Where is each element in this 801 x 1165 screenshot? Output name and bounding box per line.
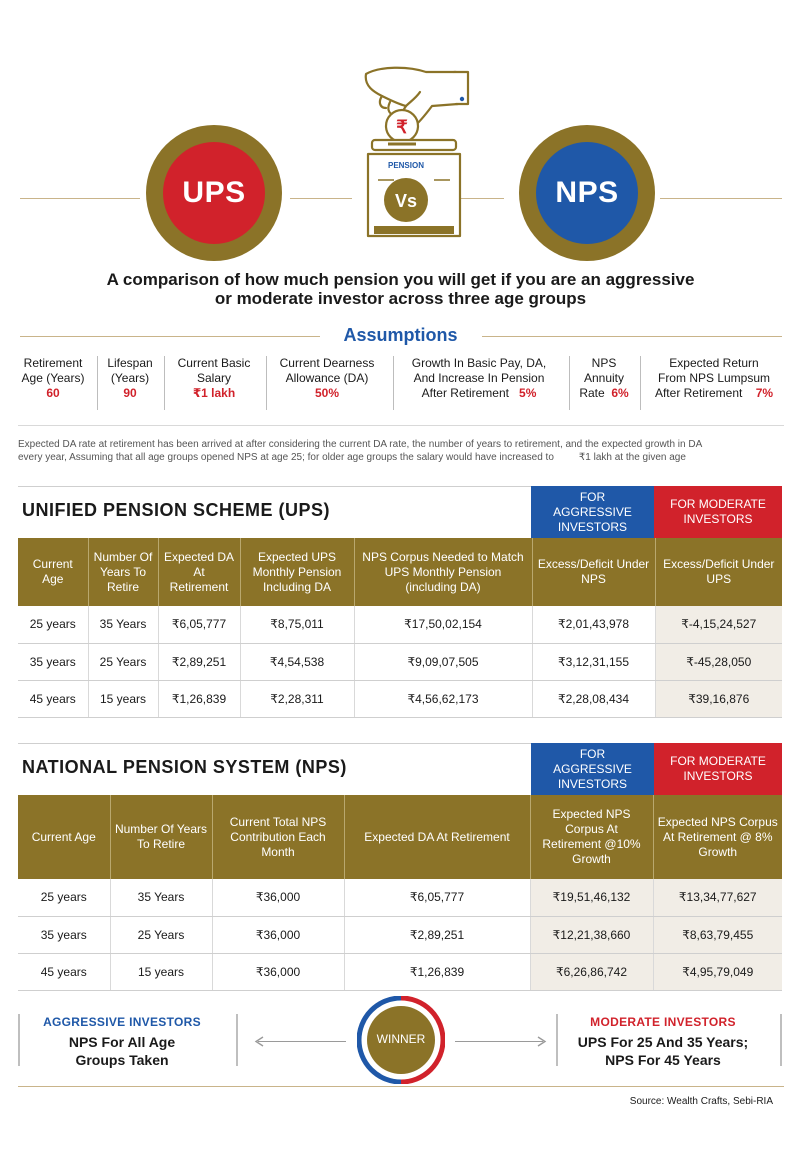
assumption-divider: [97, 356, 98, 410]
nps-badge-label: NPS: [536, 142, 638, 244]
moderate-verdict-text: UPS For 25 And 35 Years; NPS For 45 Years: [577, 1034, 749, 1068]
ups-table: [18, 538, 782, 718]
assumption-lifespan: Lifespan (Years) 90: [107, 356, 153, 400]
table-row: 35 years 25 Years ₹36,000 ₹2,89,251 ₹12,21,38,660 ₹8,63,79,455: [18, 916, 782, 953]
vs-label: Vs: [394, 191, 418, 211]
left-arrow-line: [258, 1041, 346, 1042]
pension-jar-illustration: [350, 62, 480, 242]
ups-col-years-to-retire: Number Of Years To Retire: [88, 538, 158, 606]
aggressive-verdict-heading: AGGRESSIVE INVESTORS: [43, 1015, 201, 1029]
assumptions-heading: Assumptions: [343, 325, 458, 345]
table-row: 35 years 25 Years ₹2,89,251 ₹4,54,538 ₹9,09,07,505 ₹3,12,31,155 ₹-45,28,050: [18, 643, 782, 680]
header-mid-rule-left: [290, 198, 352, 199]
left-arrow-icon: [254, 1036, 264, 1047]
moderate-verdict-heading: MODERATE INVESTORS: [590, 1015, 736, 1029]
ups-col-current-age: Current Age: [18, 538, 88, 606]
assumption-annuity-rate: NPS Annuity Rate 6%: [579, 356, 629, 400]
ups-col-corpus-needed: NPS Corpus Needed to Match UPS Monthly Pension (including DA): [354, 538, 532, 606]
assumption-divider: [569, 356, 570, 410]
nps-col-current-age: Current Age: [18, 795, 110, 879]
assumption-divider: [393, 356, 394, 410]
table-row: 25 years 35 Years ₹36,000 ₹6,05,777 ₹19,51,46,132 ₹13,34,77,627: [18, 879, 782, 916]
ups-header-row: [18, 538, 782, 606]
nps-col-years-to-retire: Number Of Years To Retire: [110, 795, 212, 879]
ups-col-excess-nps: Excess/Deficit Under NPS: [532, 538, 655, 606]
nps-col-corpus-10: Expected NPS Corpus At Retirement @10% Growth: [530, 795, 653, 879]
table-row: 45 years 15 years ₹36,000 ₹1,26,839 ₹6,26,86,742 ₹4,95,79,049: [18, 953, 782, 990]
nps-badge: [519, 125, 655, 261]
table-row: 45 years 15 years ₹1,26,839 ₹2,28,311 ₹4,56,62,173 ₹2,28,08,434 ₹39,16,876: [18, 680, 782, 717]
ups-section-title: UNIFIED PENSION SCHEME (UPS): [22, 500, 331, 520]
nps-header-row: [18, 795, 782, 879]
aggressive-verdict-text: NPS For All Age Groups Taken: [68, 1034, 176, 1068]
header-right-rule: [660, 198, 782, 199]
assumption-lumpsum-return: Expected Return From NPS Lumpsum After Retirement 7%: [654, 356, 774, 400]
nps-col-corpus-8: Expected NPS Corpus At Retirement @ 8% Growth: [653, 795, 782, 879]
ups-tag-aggressive: FOR AGGRESSIVE INVESTORS: [531, 486, 654, 538]
winner-label: WINNER: [376, 1032, 426, 1046]
source-note: Source: Wealth Crafts, Sebi-RIA: [629, 1096, 773, 1107]
ups-tag-moderate: FOR MODERATE INVESTORS: [654, 486, 782, 538]
table-row: 25 years 35 Years ₹6,05,777 ₹8,75,011 ₹17,50,02,154 ₹2,01,43,978 ₹-4,15,24,527: [18, 606, 782, 643]
assumption-dearness-allowance: Current Dearness Allowance (DA) 50%: [279, 356, 375, 400]
ups-col-monthly-pension: Expected UPS Monthly Pension Including DA: [240, 538, 354, 606]
assumption-divider: [164, 356, 165, 410]
nps-section-top-rule: [18, 743, 531, 744]
footer-bottom-rule: [18, 1086, 784, 1087]
rupee-symbol: ₹: [396, 117, 408, 137]
footer-left-inner-bar: [236, 1014, 238, 1066]
nps-table: [18, 795, 782, 991]
assumption-growth: Growth In Basic Pay, DA, And Increase In Pension After Retirement 5%: [411, 356, 547, 400]
nps-tag-moderate: FOR MODERATE INVESTORS: [654, 743, 782, 795]
footer-left-bar: [18, 1014, 20, 1066]
ups-badge-label: UPS: [163, 142, 265, 244]
ups-col-excess-ups: Excess/Deficit Under UPS: [655, 538, 782, 606]
nps-col-expected-da: Expected DA At Retirement: [344, 795, 530, 879]
aggressive-verdict: [22, 1015, 222, 1069]
right-arrow-icon: [537, 1036, 547, 1047]
nps-section-title: NATIONAL PENSION SYSTEM (NPS): [22, 757, 347, 777]
jar-label: PENSION: [387, 161, 425, 170]
assumption-basic-salary: Current Basic Salary ₹1 lakh: [177, 356, 251, 400]
nps-col-contribution: Current Total NPS Contribution Each Month: [212, 795, 344, 879]
nps-tag-aggressive: FOR AGGRESSIVE INVESTORS: [531, 743, 654, 795]
page-title: A comparison of how much pension you will get if you are an aggressive or moderate investor across three age groups: [106, 270, 695, 308]
ups-section-top-rule: [18, 486, 531, 487]
moderate-verdict: [560, 1015, 766, 1069]
footer-right-bar: [780, 1014, 782, 1066]
assumptions-note: Expected DA rate at retirement has been arrived at after considering the current DA rate, the number of years to retirement, and the expected growth in DA every year, Assuming that all age groups opened NPS at age 25; for older age groups the salary would have increased to ₹1 lakh at the given age: [18, 439, 703, 463]
assumption-divider: [266, 356, 267, 410]
right-arrow-line: [455, 1041, 543, 1042]
cuff-dot: [460, 97, 464, 101]
header-left-rule: [20, 198, 140, 199]
assumption-divider: [640, 356, 641, 410]
ups-badge: [146, 125, 282, 261]
footer-right-inner-bar: [556, 1014, 558, 1066]
assumption-retirement-age: Retirement Age (Years) 60: [21, 356, 85, 400]
assumptions-bottom-rule: [18, 425, 784, 426]
ups-col-expected-da: Expected DA At Retirement: [158, 538, 240, 606]
